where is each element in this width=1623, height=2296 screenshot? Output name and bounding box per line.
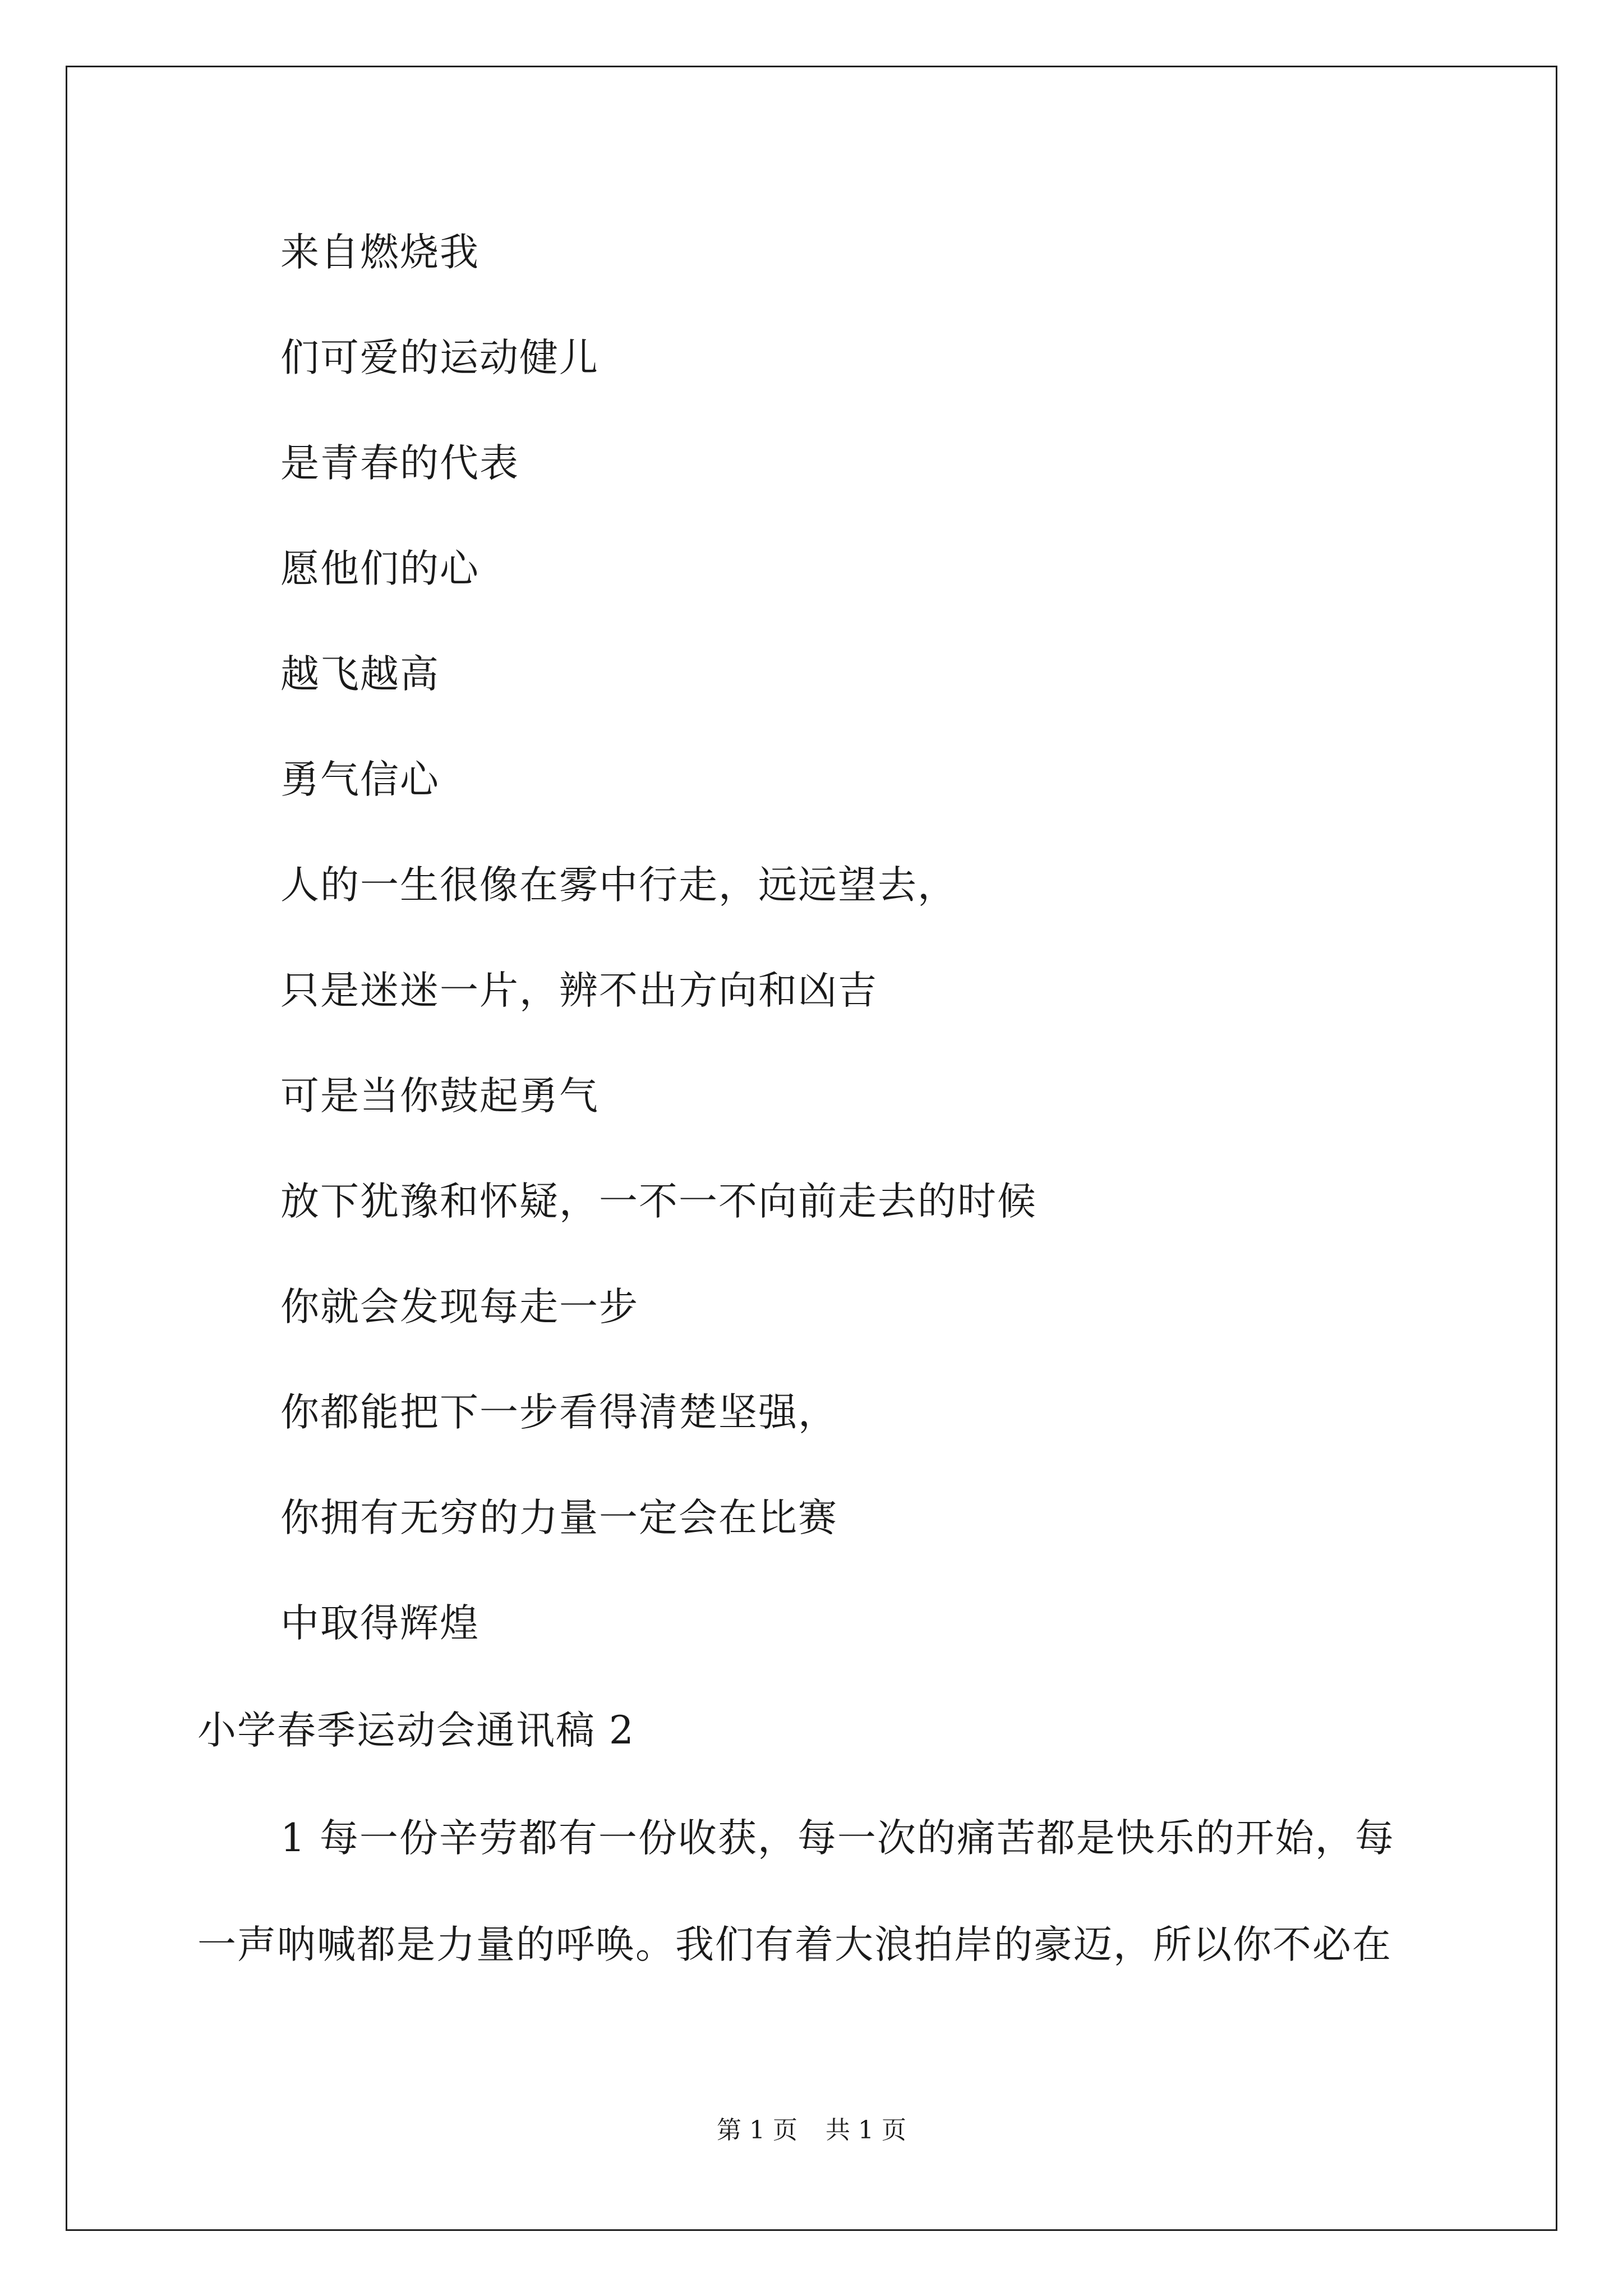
- page-border: [66, 66, 1557, 2231]
- verse-line-13: 你拥有无穷的力量一定会在比赛: [280, 1496, 838, 1540]
- verse-line-1: 来自燃烧我: [280, 230, 479, 275]
- verse-line-5: 越飞越高: [280, 652, 440, 697]
- page-number: 第 1 页: [717, 2116, 797, 2145]
- verse-line-6: 勇气信心: [280, 757, 440, 802]
- paragraph-line-2: 一声呐喊都是力量的呼唤。我们有着大浪拍岸的豪迈，所以你不必在: [197, 1922, 1392, 1967]
- section-heading: 小学春季运动会通讯稿 2: [197, 1708, 635, 1753]
- verse-line-2: 们可爱的运动健儿: [280, 335, 599, 380]
- verse-line-11: 你就会发现每走一步: [280, 1285, 639, 1329]
- verse-line-12: 你都能把下一步看得清楚坚强，: [280, 1390, 838, 1435]
- verse-line-4: 愿他们的心: [280, 546, 479, 591]
- verse-line-9: 可是当你鼓起勇气: [280, 1074, 599, 1119]
- page-footer: [0, 2115, 1623, 2146]
- verse-line-3: 是青春的代表: [280, 441, 519, 486]
- page-total: 共 1 页: [826, 2116, 906, 2145]
- paragraph-line-1: 1 每一份辛劳都有一份收获，每一次的痛苦都是快乐的开始，每: [280, 1816, 1395, 1861]
- verse-line-14: 中取得辉煌: [280, 1601, 479, 1646]
- verse-line-7: 人的一生很像在雾中行走，远远望去，: [280, 863, 957, 908]
- verse-line-8: 只是迷迷一片，辨不出方向和凶吉: [280, 968, 878, 1013]
- verse-line-10: 放下犹豫和怀疑，一不一不向前走去的时候: [280, 1179, 1037, 1224]
